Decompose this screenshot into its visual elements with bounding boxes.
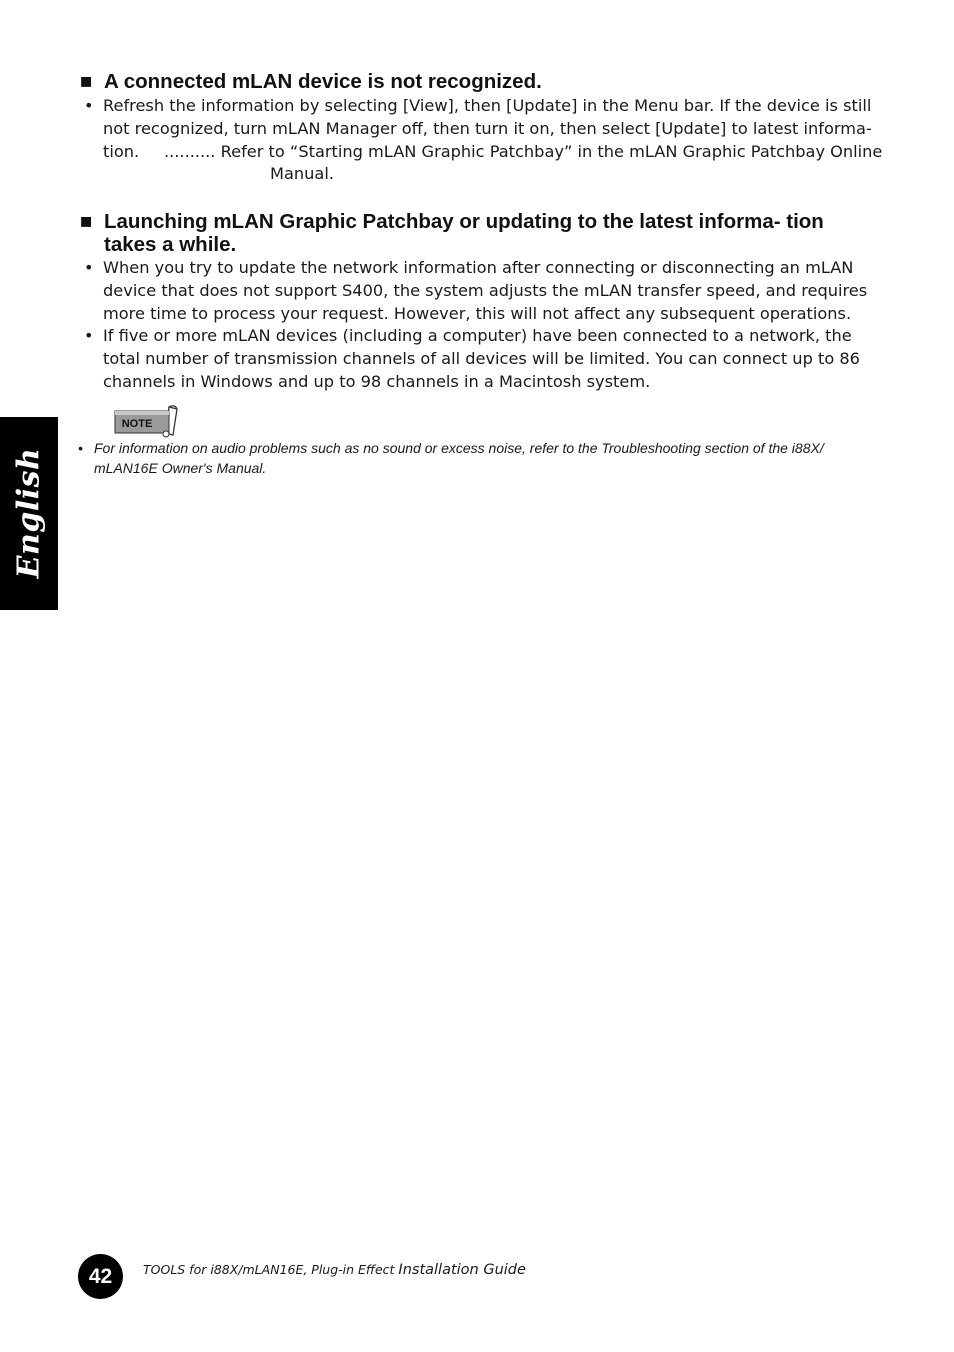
- bullet-text: When you try to update the network information after connecting or disconnecting an mLAN device that does not support S400, the system adjusts the mLAN transfer speed, and requires more time to process your request. However, this will not affect any subsequent operations.: [103, 258, 868, 323]
- square-bullet-icon: ■: [80, 210, 93, 233]
- bullet-text: Refresh the information by selecting [View], then [Update] in the Menu bar. If the device is still not recognized, turn mLAN Manager off, then turn it on, then select [Update] to latest informa-: [103, 96, 872, 138]
- list-item: [84, 95, 884, 186]
- reference-line: [103, 141, 884, 187]
- reference-lead: tion.: [103, 141, 140, 161]
- section-1-bullet-list: [84, 95, 884, 186]
- section-heading-launching-takes-a-while: [80, 210, 860, 256]
- footer-guide: Installation Guide: [398, 1262, 526, 1278]
- square-bullet-icon: ■: [80, 70, 93, 93]
- note-text: For information on audio problems such as no sound or excess noise, refer to the Troubleshooting section of the i88X/ mLAN16E Owner's Manual.: [94, 440, 824, 476]
- footer-title: [143, 1262, 526, 1278]
- page-number: 42: [78, 1254, 123, 1299]
- language-tab-label: English: [11, 447, 47, 579]
- section-2-bullet-list: [84, 257, 874, 394]
- reference-text: .......... Refer to “Starting mLAN Graphic Patchbay” in the mLAN Graphic Patchbay Online Manual.: [164, 141, 883, 184]
- note-badge-label: NOTE: [121, 418, 153, 430]
- section-heading-text: A connected mLAN device is not recognized.: [104, 70, 542, 93]
- bullet-icon: •: [78, 440, 83, 456]
- section-heading-text: Launching mLAN Graphic Patchbay or updating to the latest informa- tion takes a while.: [104, 210, 824, 256]
- footer-product: TOOLS for i88X/mLAN16E, Plug-in Effect: [143, 1262, 395, 1277]
- list-item: [84, 325, 874, 393]
- note-icon: [113, 405, 181, 439]
- bullet-text: If five or more mLAN devices (including a computer) have been connected to a network, the total number of transmission channels of all devices will be limited. You can connect up to 86 channels in Windows and up to 98 channels in a Macintosh system.: [103, 326, 860, 391]
- bullet-icon: •: [84, 258, 94, 277]
- note-badge-graphic: [113, 405, 181, 439]
- note-paragraph: [78, 439, 878, 478]
- section-heading-device-not-recognized: [80, 70, 880, 93]
- language-side-tab: [0, 417, 58, 610]
- bullet-icon: •: [84, 326, 94, 346]
- list-item: [84, 257, 874, 325]
- bullet-icon: •: [84, 96, 94, 115]
